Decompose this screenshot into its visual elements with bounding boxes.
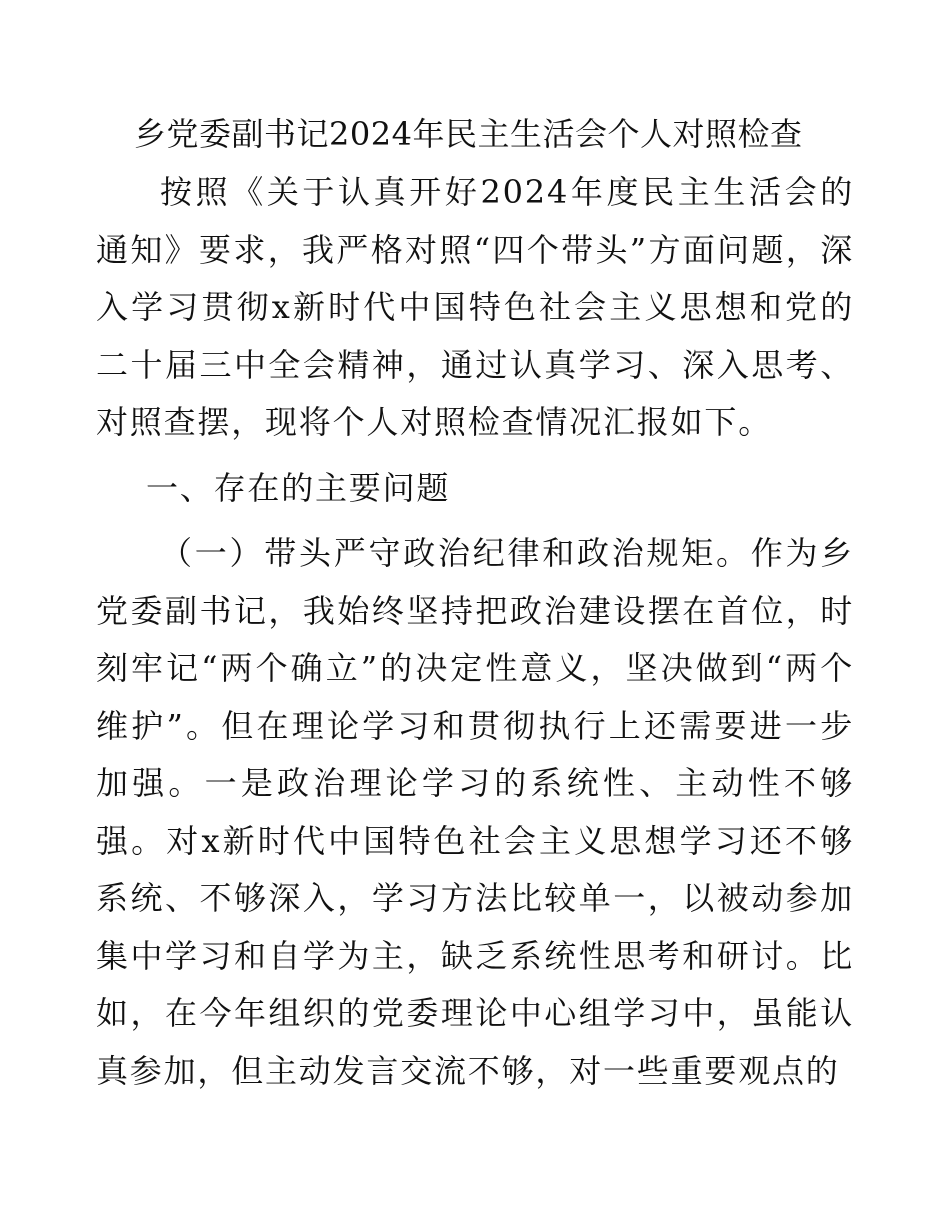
document-title: 乡党委副书记2024年民主生活会个人对照检查 bbox=[134, 115, 803, 153]
section-heading: 一、存在的主要问题 bbox=[146, 468, 451, 507]
section-paragraph: （一）带头严守政治纪律和政治规矩。作为乡党委副书记，我始终坚持把政治建设摆在首位，时刻牢记“两个确立”的决定性意义，坚决做到“两个维护”。但在理论学习和贯彻执行上还需要进一步加强。一是政治理论学习的系统性、主动性不够强。对x新时代中国特色社会主义思想学习还不够系统、不够深入，学习方法比较单一，以被动参加集中学习和自学为主，缺乏系统性思考和研讨。比如，在今年组织的党委理论中心组学习中，虽能认真参加，但主动发言交流不够，对一些重要观点的 bbox=[96, 534, 854, 1090]
intro-paragraph: 按照《关于认真开好2024年度民主生活会的通知》要求，我严格对照“四个带头”方面问题，深入学习贯彻x新时代中国特色社会主义思想和党的二十届三中全会精神，通过认真学习、深入思考、对照查摆，现将个人对照检查情况汇报如下。 bbox=[96, 173, 854, 441]
